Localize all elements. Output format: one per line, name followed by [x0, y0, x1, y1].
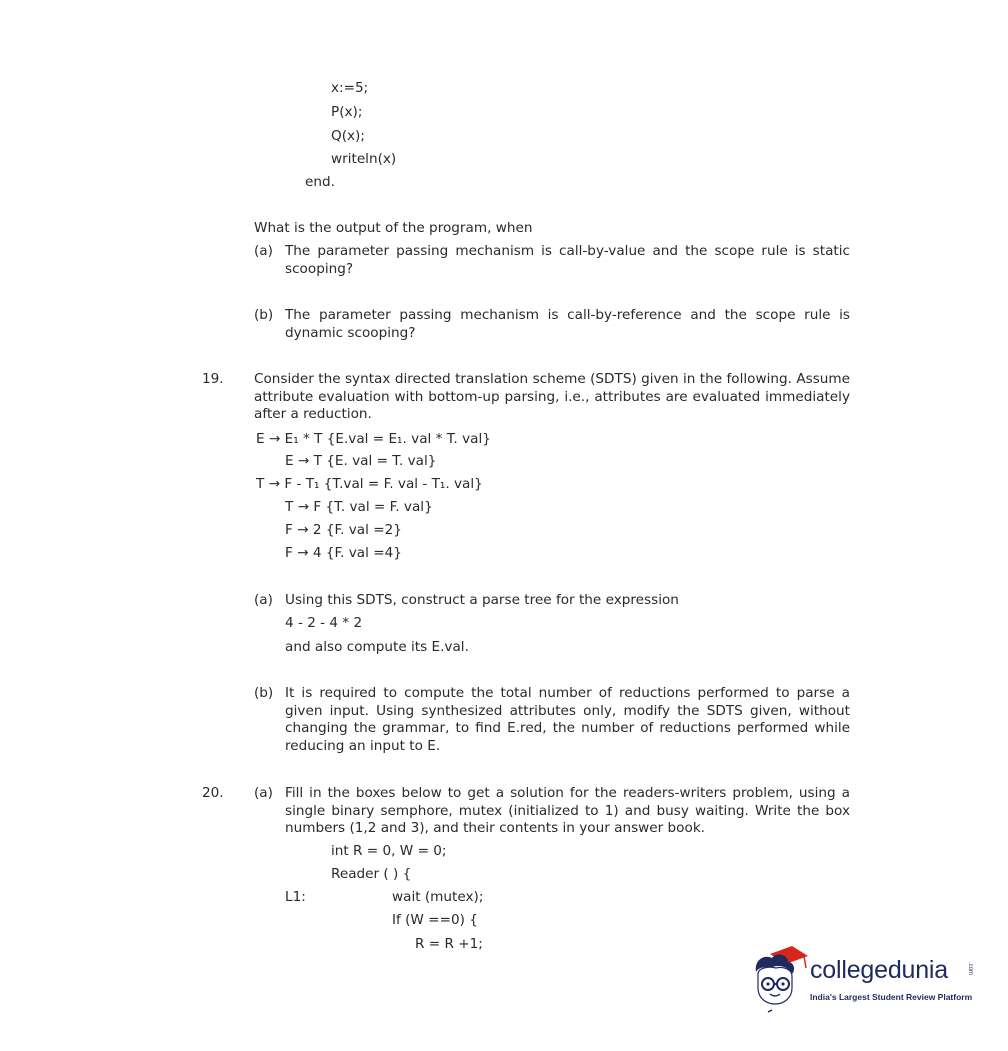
option-label: (a) — [254, 592, 273, 608]
code-line: P(x); — [331, 104, 363, 120]
code-line: Q(x); — [331, 128, 365, 144]
grammar-rule: T → F - T₁ {T.val = F. val - T₁. val} — [256, 476, 483, 492]
option-text: It is required to compute the total number of reductions performed to parse a given input. Using synthesized attributes only, modify the SDTS given, without changing the grammar, to find E.red, the number of reductions performed while reducing an input to E. — [285, 685, 850, 754]
grammar-rule: F → 4 {F. val =4} — [285, 545, 402, 561]
option-text: and also compute its E.val. — [285, 639, 469, 655]
code-line: end. — [305, 174, 335, 190]
grammar-rule: T → F {T. val = F. val} — [285, 499, 433, 515]
collegedunia-logo[interactable] — [748, 944, 988, 1022]
code-line: x:=5; — [331, 80, 369, 96]
logo-tagline: India's Largest Student Review Platform — [810, 992, 973, 1002]
code-line: int R = 0, W = 0; — [331, 843, 447, 859]
grammar-rule: F → 2 {F. val =2} — [285, 522, 402, 538]
option-label: (a) — [254, 243, 273, 259]
option-label: (a) — [254, 785, 273, 801]
code-line: wait (mutex); — [392, 889, 484, 905]
question-intro: Consider the syntax directed translation scheme (SDTS) given in the following. Assume attribute evaluation with bottom-up parsing, i.e., attributes are evaluated immediately after a reduction. — [254, 371, 850, 422]
grammar-rule: E → T {E. val = T. val} — [285, 453, 437, 469]
mascot-icon — [748, 944, 814, 1020]
code-line: Reader ( ) { — [331, 866, 412, 882]
code-line: writeln(x) — [331, 151, 397, 167]
question-prompt: What is the output of the program, when — [254, 220, 533, 236]
question-number: 20. — [202, 785, 224, 801]
code-line: If (W ==0) { — [392, 912, 478, 928]
option-text: The parameter passing mechanism is call-by-value and the scope rule is static scooping? — [285, 243, 850, 277]
option-label: (b) — [254, 685, 274, 701]
grammar-rule: E → E₁ * T {E.val = E₁. val * T. val} — [256, 431, 491, 447]
option-text: The parameter passing mechanism is call-by-reference and the scope rule is dynamic scooping? — [285, 307, 850, 341]
code-label: L1: — [285, 889, 306, 905]
option-text: Using this SDTS, construct a parse tree for the expression — [285, 592, 679, 608]
logo-wordmark: collegedunia — [810, 956, 948, 984]
option-text: Fill in the boxes below to get a solution for the readers-writers problem, using a single binary semphore, mutex (initialized to 1) and busy waiting. Write the box numbers (1,2 and 3), and their contents in your answer book. — [285, 785, 850, 836]
logo-suffix: .com — [967, 962, 973, 976]
expression: 4 - 2 - 4 * 2 — [285, 615, 363, 631]
option-label: (b) — [254, 307, 274, 323]
question-number: 19. — [202, 371, 224, 387]
code-line: R = R +1; — [415, 936, 483, 952]
